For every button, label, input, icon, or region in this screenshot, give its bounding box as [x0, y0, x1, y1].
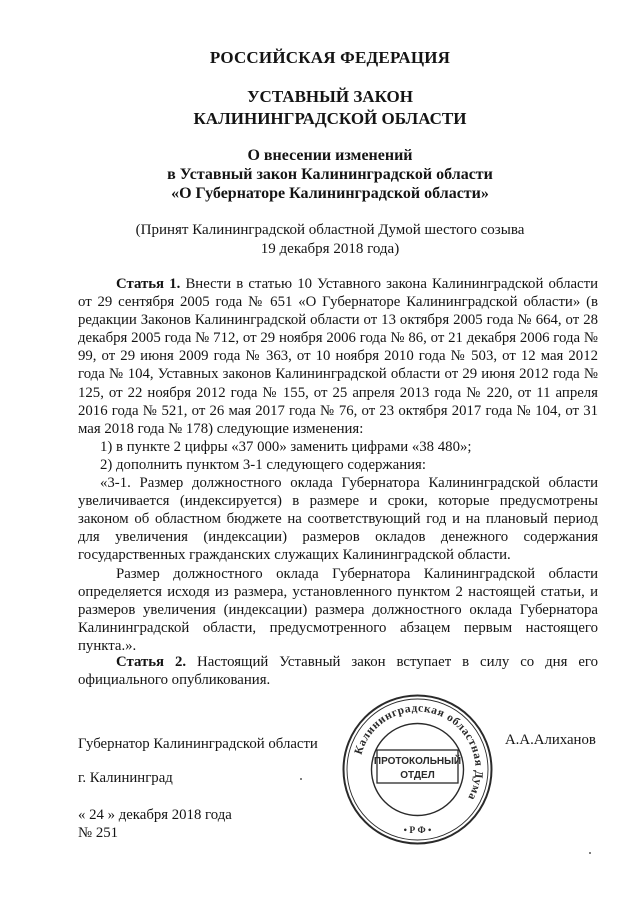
official-seal	[340, 692, 495, 847]
country-heading: РОССИЙСКАЯ ФЕДЕРАЦИЯ	[209, 48, 451, 67]
article-2-label: Статья 2.	[116, 654, 187, 670]
article-1-item-1: 1) в пункте 2 цифры «37 000» заменить цифрами «38 480»;	[100, 438, 472, 455]
signing-city: г. Калининград	[78, 770, 173, 786]
seal-center-line1: ПРОТОКОЛЬНЫЙ	[373, 756, 462, 767]
seal-bottom-mark: • Р Ф •	[403, 826, 432, 836]
governor-name: А.А.Алиханов	[505, 732, 596, 748]
adoption-note-line1: (Принят Калининградской областной Думой шестого созыва	[135, 222, 525, 238]
law-type-heading-line1: УСТАВНЫЙ ЗАКОН	[247, 87, 413, 106]
article-1-intro	[78, 275, 598, 438]
seal-center-line2: ОТДЕЛ	[400, 770, 435, 781]
signing-date: « 24 » декабря 2018 года	[78, 807, 232, 823]
article-1-intro-text: Внести в статью 10 Уставного закона Калининградской области от 29 сентября 2005 года № 651 «О Губернаторе Калининградской области» (в редакции Законов Калининградской области от 13 октября 2005 года № 664, от 28 декабря 2005 года № 712, от 29 ноября 2006 года № 86, от 21 декабря 2006 года № 99, от 29 июня 2009 года № 363, от 10 ноября 2010 года № 503, от 12 мая 2012 года № 104, Уставных законов Калининградской области от 29 июня 2012 года № 125, от 22 ноября 2012 года № 155, от 25 апреля 2013 года № 220, от 11 апреля 2016 года № 521, от 26 мая 2017 года № 76, от 23 октября 2017 года № 104, от 31 мая 2018 года № 178) следующие изменения:	[78, 276, 598, 437]
scan-speck	[300, 778, 302, 780]
article-1	[78, 275, 598, 655]
law-subject-line2: в Уставный закон Калининградской области	[167, 166, 493, 183]
adoption-note-line2: 19 декабря 2018 года)	[260, 241, 400, 257]
law-subject-line1: О внесении изменений	[247, 147, 413, 164]
article-1-quote-paragraph-1: «3-1. Размер должностного оклада Губернатора Калининградской области увеличивается (индексируется) в размере и сроки, которые предусмотрены законом об областном бюджете на соответствующий год и на плановый период для увеличения (индексации) размеров окладов денежного содержания государственных гражданских служащих Калининградской области.	[78, 475, 598, 564]
scan-speck	[589, 852, 591, 854]
law-number: № 251	[78, 825, 119, 841]
article-1-quote-paragraph-2: Размер должностного оклада Губернатора Калининградской области определяется исходя из размера, установленного пунктом 2 настоящей статьи, и размеров увеличения (индексации) размера должностного оклада Губернатора Калининградской области, предусмотренного абзацем первым настоящего пункта.».	[78, 565, 598, 654]
article-1-item-2: 2) дополнить пунктом 3-1 следующего содержания:	[100, 456, 426, 473]
law-type-heading-line2: КАЛИНИНГРАДСКОЙ ОБЛАСТИ	[193, 109, 467, 128]
article-1-label: Статья 1.	[116, 276, 181, 292]
article-2-paragraph	[78, 653, 598, 689]
law-subject-line3: «О Губернаторе Калининградской области»	[171, 185, 489, 202]
seal-ring-text: Калининградская областная Дума	[352, 702, 485, 803]
governor-title: Губернатор Калининградской области	[78, 736, 318, 752]
article-2-text: Настоящий Уставный закон вступает в силу со дня его официального опубликования.	[78, 654, 598, 689]
article-2	[78, 653, 598, 689]
